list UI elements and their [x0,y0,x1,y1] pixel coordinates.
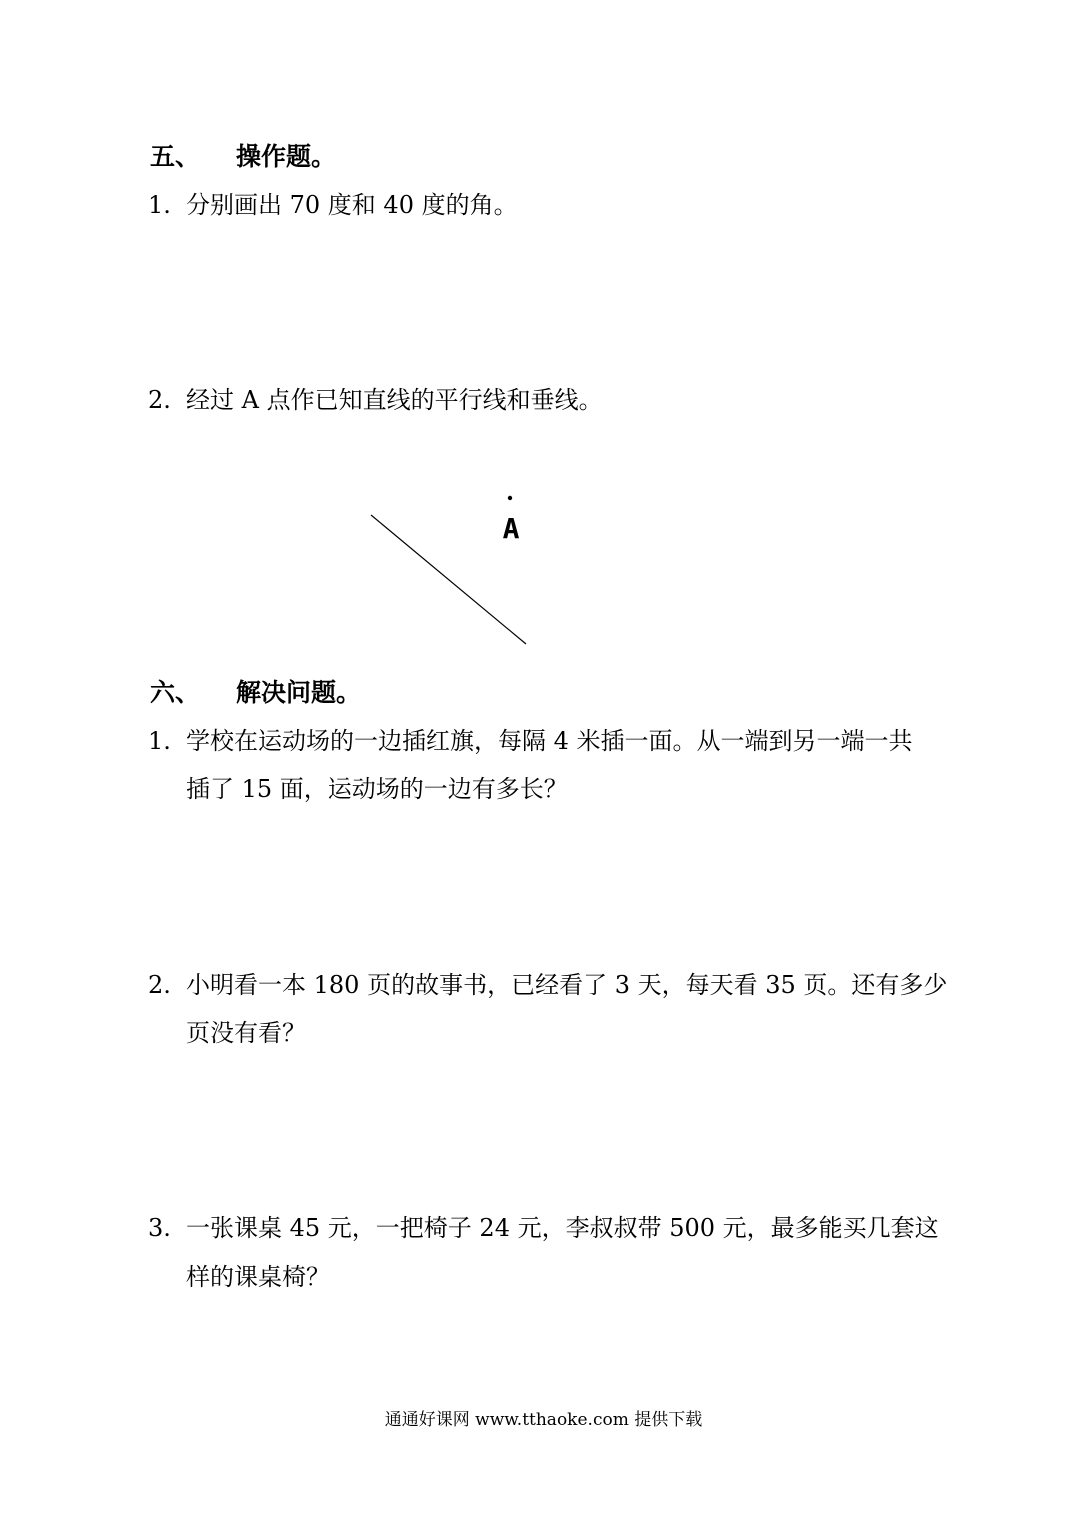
s6-q2-line-1: 小明看一本 180 页的故事书，已经看了 3 天，每天看 35 页。还有多少 [186,971,948,999]
section-5-number: 五、 [150,142,201,171]
s5-q2-text: 经过 A 点作已知直线的平行线和垂线。 [186,386,603,414]
section-6-number: 六、 [150,678,201,707]
s6-q2-number: 2. [148,971,171,999]
s6-q3-line-1: 一张课桌 45 元，一把椅子 24 元，李叔叔带 500 元，最多能买几套这 [186,1214,939,1242]
footer-text: 通通好课网 www.tthaoke.com 提供下载 [384,1410,703,1430]
s5-q1-text: 分别画出 70 度和 40 度的角。 [186,191,518,219]
geometry-figure [360,490,560,655]
s6-q3-line-2: 样的课桌椅？ [186,1263,330,1291]
s5-q2-number: 2. [148,386,171,414]
s6-q1-line-2: 插了 15 面，运动场的一边有多长？ [186,775,568,803]
s5-q1-number: 1. [148,191,171,219]
point-a-dot [508,496,512,500]
s6-q1-line-1: 学校在运动场的一边插红旗，每隔 4 米插一面。从一端到另一端一共 [186,727,913,755]
s6-q2-line-2: 页没有看？ [186,1019,306,1047]
s6-q3-number: 3. [148,1214,171,1242]
section-5-title: 操作题。 [236,142,337,171]
section-6-title: 解决问题。 [236,678,362,707]
s6-q1-number: 1. [148,727,171,755]
point-a-label: A [502,512,520,545]
